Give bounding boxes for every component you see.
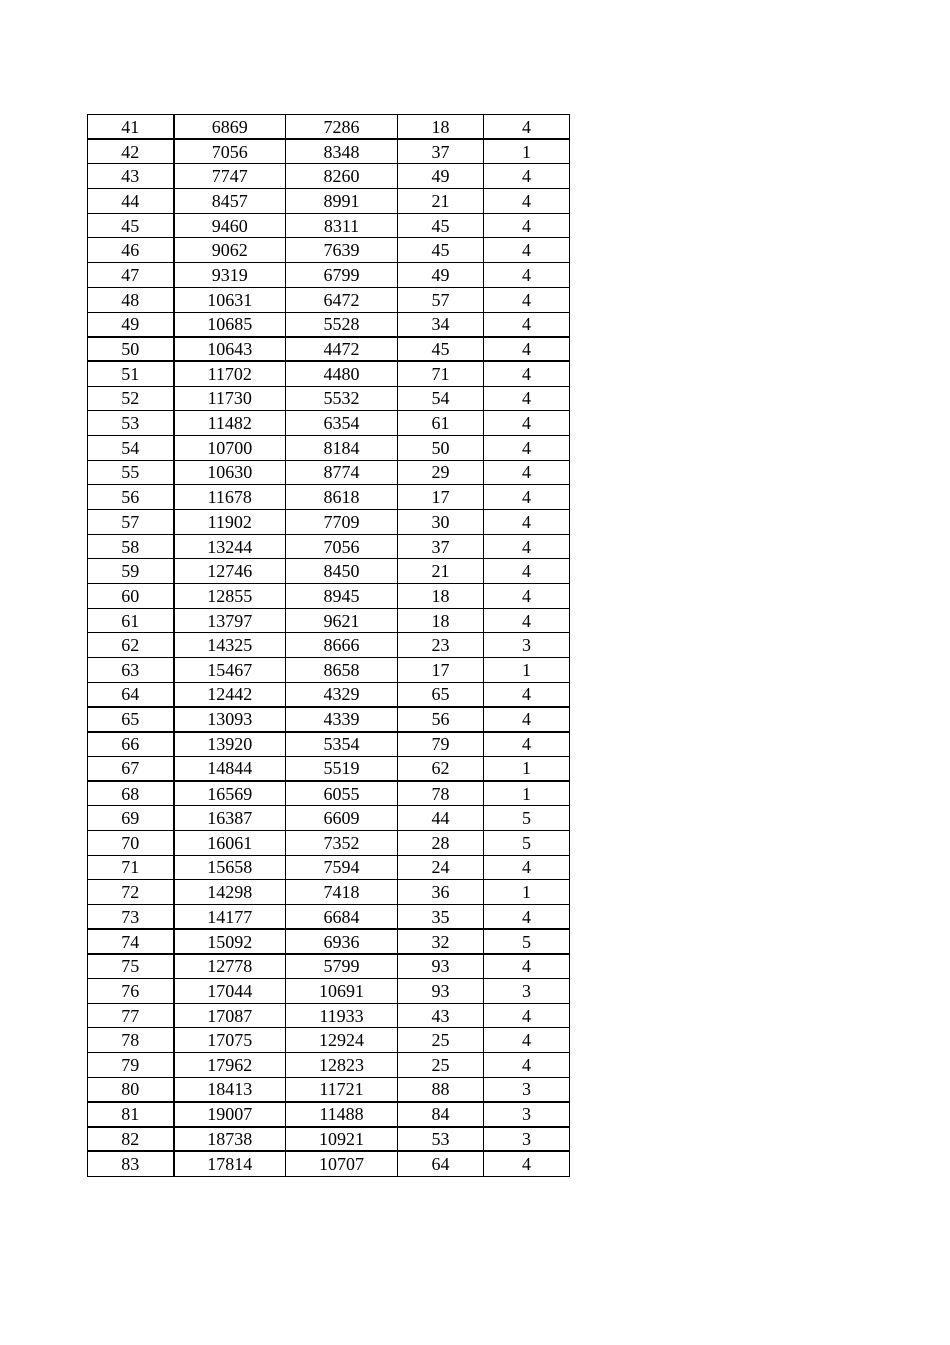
table-cell: 17814	[174, 1151, 286, 1176]
table-cell: 8450	[286, 559, 398, 584]
table-cell: 6055	[286, 781, 398, 806]
table-row	[88, 559, 570, 584]
table-cell: 32	[398, 929, 484, 954]
data-table-body	[88, 115, 570, 1177]
table-cell: 64	[88, 682, 174, 707]
table-cell: 1	[484, 139, 570, 164]
table-cell: 76	[88, 979, 174, 1004]
table-cell: 4	[484, 584, 570, 609]
table-cell: 10921	[286, 1127, 398, 1152]
table-cell: 15467	[174, 658, 286, 683]
table-row	[88, 139, 570, 164]
table-cell: 7352	[286, 830, 398, 855]
table-cell: 6609	[286, 806, 398, 831]
table-cell: 5532	[286, 386, 398, 411]
table-cell: 48	[88, 287, 174, 312]
table-row	[88, 855, 570, 880]
table-cell: 4	[484, 460, 570, 485]
table-cell: 44	[398, 806, 484, 831]
table-cell: 12746	[174, 559, 286, 584]
table-cell: 1	[484, 781, 570, 806]
table-cell: 6936	[286, 929, 398, 954]
table-cell: 4	[484, 361, 570, 386]
table-row	[88, 682, 570, 707]
table-cell: 6869	[174, 115, 286, 140]
table-cell: 11702	[174, 361, 286, 386]
table-cell: 17075	[174, 1028, 286, 1053]
table-cell: 13797	[174, 608, 286, 633]
table-cell: 6684	[286, 905, 398, 930]
table-cell: 43	[88, 164, 174, 189]
table-cell: 61	[88, 608, 174, 633]
table-row	[88, 337, 570, 362]
table-cell: 8311	[286, 213, 398, 238]
table-row	[88, 658, 570, 683]
table-cell: 49	[398, 164, 484, 189]
table-row	[88, 1151, 570, 1176]
table-cell: 41	[88, 115, 174, 140]
table-cell: 9460	[174, 213, 286, 238]
table-cell: 35	[398, 905, 484, 930]
table-cell: 3	[484, 1127, 570, 1152]
table-cell: 10631	[174, 287, 286, 312]
table-cell: 4	[484, 485, 570, 510]
table-row	[88, 584, 570, 609]
table-cell: 51	[88, 361, 174, 386]
table-cell: 13920	[174, 732, 286, 757]
table-cell: 9621	[286, 608, 398, 633]
table-cell: 45	[398, 238, 484, 263]
table-cell: 12442	[174, 682, 286, 707]
table-row	[88, 905, 570, 930]
table-cell: 82	[88, 1127, 174, 1152]
table-row	[88, 189, 570, 214]
table-cell: 81	[88, 1102, 174, 1127]
table-cell: 71	[398, 361, 484, 386]
table-cell: 4	[484, 435, 570, 460]
table-cell: 8945	[286, 584, 398, 609]
table-cell: 74	[88, 929, 174, 954]
table-cell: 70	[88, 830, 174, 855]
table-cell: 7286	[286, 115, 398, 140]
table-row	[88, 460, 570, 485]
table-cell: 71	[88, 855, 174, 880]
table-cell: 4	[484, 263, 570, 288]
table-cell: 77	[88, 1003, 174, 1028]
table-cell: 8666	[286, 633, 398, 658]
table-cell: 4	[484, 189, 570, 214]
table-cell: 14844	[174, 756, 286, 781]
table-row	[88, 880, 570, 905]
table-cell: 45	[398, 213, 484, 238]
table-cell: 18738	[174, 1127, 286, 1152]
table-cell: 18413	[174, 1077, 286, 1102]
table-cell: 9319	[174, 263, 286, 288]
table-cell: 4	[484, 115, 570, 140]
table-cell: 14325	[174, 633, 286, 658]
table-row	[88, 830, 570, 855]
table-row	[88, 115, 570, 140]
table-cell: 7594	[286, 855, 398, 880]
table-cell: 28	[398, 830, 484, 855]
table-cell: 18	[398, 608, 484, 633]
table-row	[88, 1028, 570, 1053]
table-cell: 56	[88, 485, 174, 510]
table-cell: 84	[398, 1102, 484, 1127]
table-cell: 5	[484, 806, 570, 831]
table-cell: 4	[484, 386, 570, 411]
table-cell: 25	[398, 1028, 484, 1053]
table-row	[88, 312, 570, 337]
table-cell: 78	[398, 781, 484, 806]
table-row	[88, 213, 570, 238]
table-cell: 63	[88, 658, 174, 683]
table-cell: 1	[484, 880, 570, 905]
table-row	[88, 263, 570, 288]
table-row	[88, 485, 570, 510]
table-cell: 17962	[174, 1053, 286, 1078]
table-cell: 4	[484, 411, 570, 436]
table-cell: 4	[484, 534, 570, 559]
table-cell: 21	[398, 559, 484, 584]
table-cell: 10691	[286, 979, 398, 1004]
table-cell: 5	[484, 929, 570, 954]
table-row	[88, 979, 570, 1004]
table-cell: 4	[484, 287, 570, 312]
table-cell: 15092	[174, 929, 286, 954]
table-row	[88, 435, 570, 460]
table-row	[88, 1003, 570, 1028]
table-cell: 68	[88, 781, 174, 806]
table-row	[88, 238, 570, 263]
table-cell: 50	[88, 337, 174, 362]
table-cell: 10630	[174, 460, 286, 485]
table-cell: 4	[484, 608, 570, 633]
table-cell: 4472	[286, 337, 398, 362]
table-row	[88, 1127, 570, 1152]
table-cell: 11933	[286, 1003, 398, 1028]
table-cell: 4	[484, 1028, 570, 1053]
table-row	[88, 164, 570, 189]
table-cell: 1	[484, 756, 570, 781]
table-cell: 6472	[286, 287, 398, 312]
table-cell: 23	[398, 633, 484, 658]
table-cell: 62	[88, 633, 174, 658]
table-row	[88, 1053, 570, 1078]
table-cell: 4	[484, 905, 570, 930]
table-cell: 4	[484, 213, 570, 238]
table-cell: 46	[88, 238, 174, 263]
table-cell: 78	[88, 1028, 174, 1053]
table-cell: 11678	[174, 485, 286, 510]
table-cell: 49	[88, 312, 174, 337]
table-cell: 34	[398, 312, 484, 337]
table-cell: 16061	[174, 830, 286, 855]
table-cell: 8184	[286, 435, 398, 460]
table-row	[88, 386, 570, 411]
table-cell: 4339	[286, 707, 398, 732]
table-cell: 7056	[286, 534, 398, 559]
table-row	[88, 806, 570, 831]
table-row	[88, 1102, 570, 1127]
table-cell: 55	[88, 460, 174, 485]
table-row	[88, 929, 570, 954]
table-cell: 64	[398, 1151, 484, 1176]
table-cell: 4329	[286, 682, 398, 707]
table-row	[88, 633, 570, 658]
table-cell: 3	[484, 633, 570, 658]
table-cell: 56	[398, 707, 484, 732]
table-cell: 21	[398, 189, 484, 214]
table-cell: 8457	[174, 189, 286, 214]
table-cell: 5519	[286, 756, 398, 781]
table-cell: 4	[484, 1053, 570, 1078]
table-cell: 54	[88, 435, 174, 460]
table-cell: 65	[398, 682, 484, 707]
table-cell: 93	[398, 979, 484, 1004]
table-cell: 4480	[286, 361, 398, 386]
table-cell: 13093	[174, 707, 286, 732]
table-cell: 66	[88, 732, 174, 757]
table-cell: 54	[398, 386, 484, 411]
table-row	[88, 781, 570, 806]
table-cell: 11902	[174, 510, 286, 535]
table-cell: 37	[398, 139, 484, 164]
table-cell: 4	[484, 954, 570, 979]
table-cell: 4	[484, 510, 570, 535]
table-cell: 49	[398, 263, 484, 288]
table-cell: 10707	[286, 1151, 398, 1176]
table-cell: 62	[398, 756, 484, 781]
table-cell: 79	[88, 1053, 174, 1078]
table-row	[88, 756, 570, 781]
table-cell: 12855	[174, 584, 286, 609]
table-cell: 7056	[174, 139, 286, 164]
table-cell: 65	[88, 707, 174, 732]
table-cell: 93	[398, 954, 484, 979]
table-cell: 13244	[174, 534, 286, 559]
table-cell: 53	[398, 1127, 484, 1152]
table-cell: 4	[484, 559, 570, 584]
table-cell: 11482	[174, 411, 286, 436]
table-cell: 10685	[174, 312, 286, 337]
table-cell: 7747	[174, 164, 286, 189]
table-cell: 8658	[286, 658, 398, 683]
table-cell: 83	[88, 1151, 174, 1176]
table-cell: 15658	[174, 855, 286, 880]
table-cell: 69	[88, 806, 174, 831]
table-cell: 80	[88, 1077, 174, 1102]
table-cell: 5799	[286, 954, 398, 979]
table-cell: 4	[484, 238, 570, 263]
table-cell: 10643	[174, 337, 286, 362]
table-row	[88, 411, 570, 436]
table-cell: 72	[88, 880, 174, 905]
table-cell: 57	[88, 510, 174, 535]
table-cell: 30	[398, 510, 484, 535]
table-cell: 24	[398, 855, 484, 880]
table-cell: 18	[398, 115, 484, 140]
table-cell: 5	[484, 830, 570, 855]
table-row	[88, 732, 570, 757]
table-cell: 8260	[286, 164, 398, 189]
table-cell: 6799	[286, 263, 398, 288]
table-cell: 16387	[174, 806, 286, 831]
table-cell: 5528	[286, 312, 398, 337]
table-cell: 12778	[174, 954, 286, 979]
table-row	[88, 954, 570, 979]
table-row	[88, 510, 570, 535]
table-cell: 7418	[286, 880, 398, 905]
table-cell: 75	[88, 954, 174, 979]
table-cell: 8774	[286, 460, 398, 485]
table-cell: 9062	[174, 238, 286, 263]
table-cell: 50	[398, 435, 484, 460]
table-cell: 17	[398, 658, 484, 683]
table-row	[88, 1077, 570, 1102]
table-row	[88, 361, 570, 386]
table-cell: 4	[484, 337, 570, 362]
table-cell: 25	[398, 1053, 484, 1078]
table-cell: 8991	[286, 189, 398, 214]
table-cell: 11721	[286, 1077, 398, 1102]
table-cell: 61	[398, 411, 484, 436]
table-cell: 58	[88, 534, 174, 559]
table-cell: 88	[398, 1077, 484, 1102]
table-cell: 7709	[286, 510, 398, 535]
table-cell: 52	[88, 386, 174, 411]
table-cell: 8348	[286, 139, 398, 164]
table-cell: 17044	[174, 979, 286, 1004]
table-cell: 45	[88, 213, 174, 238]
table-cell: 12924	[286, 1028, 398, 1053]
table-cell: 3	[484, 1102, 570, 1127]
table-cell: 37	[398, 534, 484, 559]
table-cell: 4	[484, 1151, 570, 1176]
table-cell: 11488	[286, 1102, 398, 1127]
table-cell: 18	[398, 584, 484, 609]
table-cell: 79	[398, 732, 484, 757]
table-cell: 3	[484, 979, 570, 1004]
table-cell: 14298	[174, 880, 286, 905]
table-cell: 47	[88, 263, 174, 288]
table-cell: 6354	[286, 411, 398, 436]
table-cell: 8618	[286, 485, 398, 510]
table-cell: 4	[484, 682, 570, 707]
table-cell: 16569	[174, 781, 286, 806]
table-cell: 4	[484, 855, 570, 880]
table-cell: 36	[398, 880, 484, 905]
table-cell: 5354	[286, 732, 398, 757]
table-cell: 19007	[174, 1102, 286, 1127]
table-cell: 43	[398, 1003, 484, 1028]
table-cell: 53	[88, 411, 174, 436]
table-cell: 12823	[286, 1053, 398, 1078]
data-table	[87, 114, 570, 1177]
table-row	[88, 534, 570, 559]
table-cell: 11730	[174, 386, 286, 411]
table-cell: 10700	[174, 435, 286, 460]
table-cell: 7639	[286, 238, 398, 263]
table-cell: 59	[88, 559, 174, 584]
table-cell: 1	[484, 658, 570, 683]
table-cell: 14177	[174, 905, 286, 930]
table-cell: 44	[88, 189, 174, 214]
table-cell: 29	[398, 460, 484, 485]
table-cell: 45	[398, 337, 484, 362]
table-cell: 4	[484, 1003, 570, 1028]
table-cell: 57	[398, 287, 484, 312]
table-cell: 60	[88, 584, 174, 609]
table-cell: 3	[484, 1077, 570, 1102]
table-cell: 17	[398, 485, 484, 510]
table-row	[88, 707, 570, 732]
table-row	[88, 287, 570, 312]
table-cell: 4	[484, 707, 570, 732]
table-cell: 4	[484, 732, 570, 757]
table-cell: 4	[484, 312, 570, 337]
table-row	[88, 608, 570, 633]
table-cell: 17087	[174, 1003, 286, 1028]
table-cell: 67	[88, 756, 174, 781]
table-cell: 73	[88, 905, 174, 930]
table-cell: 42	[88, 139, 174, 164]
table-cell: 4	[484, 164, 570, 189]
